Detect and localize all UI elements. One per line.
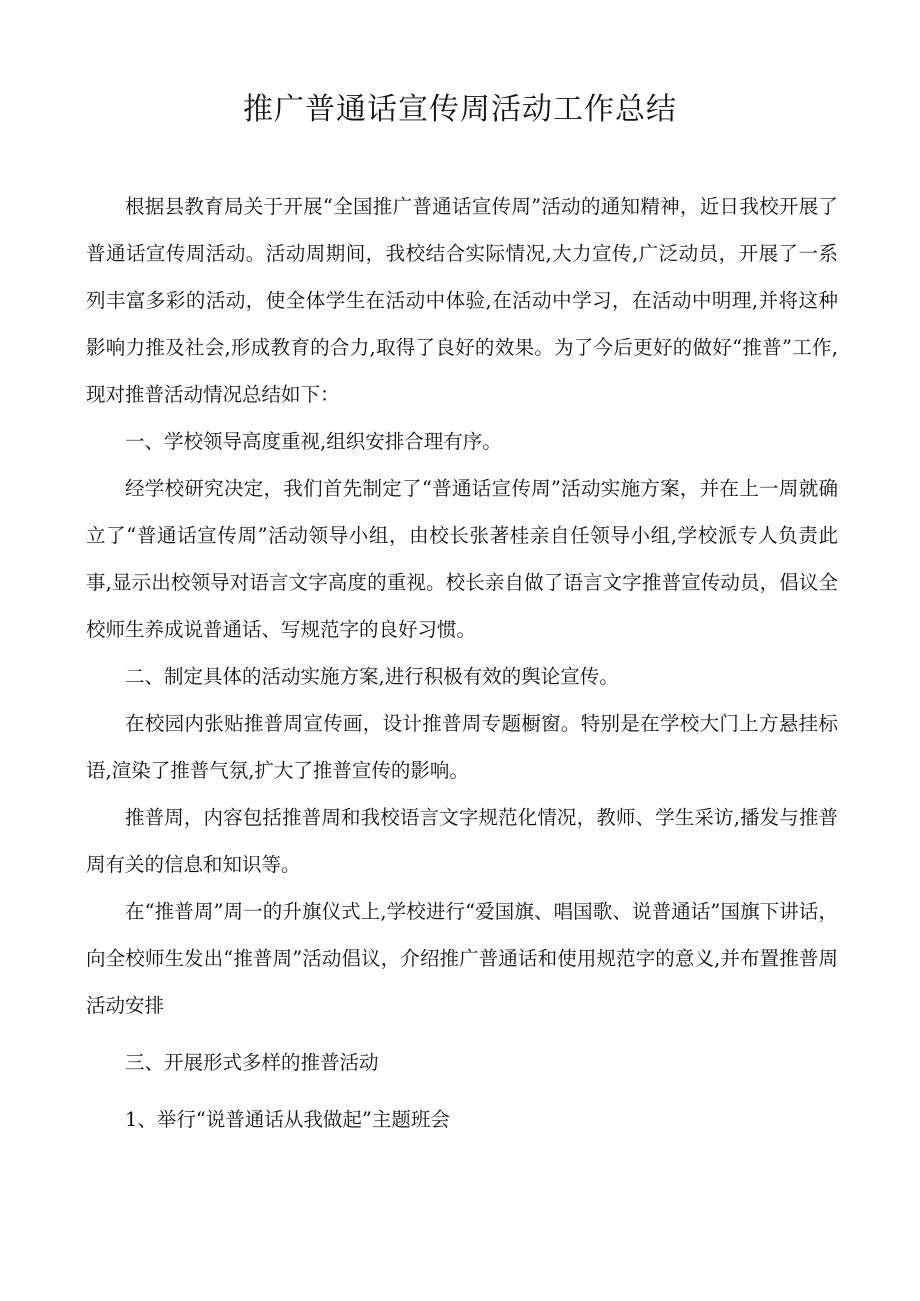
paragraph-flag-ceremony: 在“推普周”周一的升旗仪式上,学校进行“爱国旗、唱国歌、说普通话”国旗下讲话，向全校师生发出“推普周”活动倡议，介绍推广普通话和使用规范字的意义,并布置推普周活动安排 [86,900,838,1017]
paragraph-intro: 根据县教育局关于开展“全国推广普通话宣传周”活动的通知精神，近日我校开展了普通话宣传周活动。活动周期间，我校结合实际情况,大力宣传,广泛动员，开展了一系列丰富多彩的活动，使全体学生在活动中体验,在活动中学习，在活动中明理,并将这种影响力推及社会,形成教育的合力,取得了良好的效果。为了今后更好的做好“推普”工作,现对推普活动情况总结如下： [86,195,838,406]
list-item-1: 1、举行“说普通话从我做起”主题班会 [125,1108,450,1131]
document-title: 推广普通话宣传周活动工作总结 [243,92,677,127]
heading-section-1: 一、学校领导高度重视,组织安排合理有序。 [125,430,502,453]
paragraph-posters: 在校园内张贴推普周宣传画，设计推普周专题橱窗。特别是在学校大门上方悬挂标语,渲染了推普气氛,扩大了推普宣传的影响。 [86,712,838,782]
document-body [86,183,838,1143]
heading-section-3: 三、开展形式多样的推普活动 [125,1051,379,1074]
heading-section-2: 二、制定具体的活动实施方案,进行积极有效的舆论宣传。 [125,665,619,688]
paragraph-section-1: 经学校研究决定，我们首先制定了“普通话宣传周”活动实施方案，并在上一周就确立了“普通话宣传周”活动领导小组，由校长张著桂亲自任领导小组,学校派专人负责此事,显示出校领导对语言文字高度的重视。校长亲自做了语言文字推普宣传动员，倡议全校师生养成说普通话、写规范字的良好习惯。 [86,477,838,641]
paragraph-broadcast: 推普周，内容包括推普周和我校语言文字规范化情况，教师、学生采访,播发与推普周有关的信息和知识等。 [86,806,838,876]
